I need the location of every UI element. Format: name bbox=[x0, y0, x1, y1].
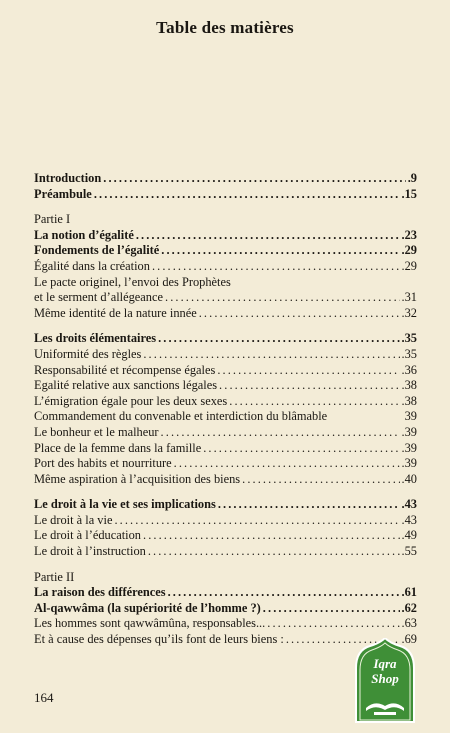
entry-page-number: .38 bbox=[401, 393, 417, 408]
entry-title: Et à cause des dépenses qu’ils font de leurs biens : bbox=[34, 632, 284, 647]
toc-section-entry[interactable] bbox=[34, 513, 417, 529]
entry-title: Le bonheur et le malheur bbox=[34, 424, 159, 439]
entry-page-number: .32 bbox=[401, 305, 417, 320]
dot-leader bbox=[136, 228, 400, 244]
entry-page-number: .62 bbox=[401, 600, 417, 615]
entry-page-number: .43 bbox=[401, 512, 417, 527]
entry-title: Fondements de l’égalité bbox=[34, 243, 160, 258]
toc-section-entry[interactable] bbox=[34, 456, 417, 472]
toc-section-entry[interactable] bbox=[34, 441, 417, 457]
dot-leader bbox=[161, 425, 400, 441]
toc-chapter-entry[interactable] bbox=[34, 331, 417, 347]
dot-leader bbox=[94, 187, 400, 203]
dot-leader bbox=[263, 601, 400, 617]
dot-leader bbox=[168, 585, 400, 601]
dot-leader bbox=[103, 171, 405, 187]
entry-page-number: .63 bbox=[401, 616, 417, 631]
entry-title: Les droits élémentaires bbox=[34, 331, 157, 346]
entry-title: Le droit à l’éducation bbox=[34, 528, 141, 543]
section-gap bbox=[34, 202, 417, 212]
page-title: Table des matières bbox=[156, 18, 294, 37]
dot-leader bbox=[143, 347, 399, 363]
entry-page-number: .39 bbox=[401, 456, 417, 471]
dot-leader bbox=[267, 616, 399, 632]
entry-title: Le droit à la vie bbox=[34, 512, 113, 527]
entry-page-number: 39 bbox=[404, 409, 417, 424]
section-gap bbox=[34, 487, 417, 497]
entry-page-number: .38 bbox=[401, 378, 417, 393]
dot-leader bbox=[203, 441, 399, 457]
toc-chapter-entry[interactable] bbox=[34, 187, 417, 203]
toc-section-entry[interactable] bbox=[34, 259, 417, 275]
dot-leader bbox=[143, 528, 400, 544]
dot-leader bbox=[114, 513, 399, 529]
entry-title: Même identité de la nature innée bbox=[34, 305, 197, 320]
toc-section-entry[interactable] bbox=[34, 616, 417, 632]
toc-section-entry[interactable] bbox=[34, 425, 417, 441]
entry-title: Préambule bbox=[34, 186, 92, 201]
toc-section-entry[interactable] bbox=[34, 363, 417, 379]
toc-chapter-entry[interactable] bbox=[34, 171, 417, 187]
dot-leader bbox=[148, 544, 400, 560]
entry-title: Le droit à l’instruction bbox=[34, 544, 146, 559]
entry-page-number: .61 bbox=[401, 585, 417, 600]
dot-leader bbox=[152, 259, 400, 275]
dot-leader bbox=[158, 331, 399, 347]
part-heading bbox=[34, 212, 417, 228]
toc-section-entry[interactable] bbox=[34, 472, 417, 488]
entry-page-number: .31 bbox=[401, 290, 417, 305]
entry-title: Le pacte originel, l’envoi des Prophètes bbox=[34, 274, 231, 289]
dot-leader bbox=[229, 394, 399, 410]
dot-leader bbox=[219, 378, 399, 394]
entry-title: Port des habits et nourriture bbox=[34, 456, 172, 471]
toc-section-entry[interactable] bbox=[34, 544, 417, 560]
entry-page-number: .39 bbox=[401, 440, 417, 455]
dot-leader bbox=[165, 290, 400, 306]
entry-title: Introduction bbox=[34, 171, 102, 185]
entry-page-number: .49 bbox=[401, 528, 417, 543]
toc-section-entry[interactable] bbox=[34, 394, 417, 410]
entry-title: Uniformité des règles bbox=[34, 346, 142, 361]
svg-text:Shop: Shop bbox=[371, 671, 399, 686]
entry-title: La raison des différences bbox=[34, 585, 166, 600]
toc-section-entry[interactable] bbox=[34, 275, 417, 291]
entry-page-number: .23 bbox=[401, 227, 417, 242]
section-gap bbox=[34, 321, 417, 331]
table-of-contents bbox=[34, 171, 417, 648]
entry-title: Égalité dans la création bbox=[34, 258, 150, 273]
page-number: 164 bbox=[34, 690, 54, 705]
entry-page-number: .35 bbox=[401, 331, 417, 346]
entry-page-number: .35 bbox=[401, 346, 417, 361]
dot-leader bbox=[242, 472, 399, 488]
dot-leader bbox=[174, 456, 400, 472]
entry-title: La notion d’égalité bbox=[34, 227, 134, 242]
entry-page-number: .69 bbox=[401, 632, 417, 647]
entry-title: Les hommes sont qawwâmûna, responsables... bbox=[34, 616, 266, 631]
entry-title: L’émigration égale pour les deux sexes bbox=[34, 393, 228, 408]
entry-page-number: .40 bbox=[401, 471, 417, 486]
part-heading-label: Partie II bbox=[34, 569, 75, 584]
toc-section-entry[interactable] bbox=[34, 409, 417, 425]
dot-leader bbox=[218, 497, 400, 513]
entry-page-number: .36 bbox=[401, 362, 417, 377]
iqra-shop-logo bbox=[350, 638, 420, 723]
toc-section-entry[interactable] bbox=[34, 290, 417, 306]
entry-title: Place de la femme dans la famille bbox=[34, 440, 202, 455]
toc-chapter-entry[interactable] bbox=[34, 585, 417, 601]
part-heading bbox=[34, 570, 417, 586]
entry-page-number: .39 bbox=[401, 424, 417, 439]
toc-chapter-entry[interactable] bbox=[34, 228, 417, 244]
dot-leader bbox=[217, 363, 399, 379]
entry-title: Responsabilité et récompense égales bbox=[34, 362, 216, 377]
toc-chapter-entry[interactable] bbox=[34, 497, 417, 513]
toc-section-entry[interactable] bbox=[34, 378, 417, 394]
entry-title: et le serment d’allégeance bbox=[34, 290, 163, 305]
toc-chapter-entry[interactable] bbox=[34, 601, 417, 617]
entry-page-number: .29 bbox=[401, 258, 417, 273]
entry-title: Al-qawwâma (la supériorité de l’homme ?) bbox=[34, 600, 261, 615]
entry-page-number: .55 bbox=[401, 544, 417, 559]
section-gap bbox=[34, 560, 417, 570]
entry-page-number: .15 bbox=[401, 186, 417, 201]
toc-chapter-entry[interactable] bbox=[34, 243, 417, 259]
toc-section-entry[interactable] bbox=[34, 306, 417, 322]
toc-section-entry[interactable] bbox=[34, 528, 417, 544]
entry-page-number: .9 bbox=[407, 171, 417, 185]
entry-title: Egalité relative aux sanctions légales bbox=[34, 378, 218, 393]
toc-section-entry[interactable] bbox=[34, 347, 417, 363]
entry-title: Même aspiration à l’acquisition des biens bbox=[34, 471, 241, 486]
svg-text:Iqra: Iqra bbox=[373, 656, 397, 671]
entry-title: Commandement du convenable et interdiction du blâmable bbox=[34, 409, 328, 424]
part-heading-label: Partie I bbox=[34, 212, 71, 227]
entry-title: Le droit à la vie et ses implications bbox=[34, 497, 216, 512]
entry-page-number: .29 bbox=[401, 243, 417, 258]
entry-page-number: .43 bbox=[401, 497, 417, 512]
dot-leader bbox=[161, 243, 399, 259]
dot-leader bbox=[199, 306, 400, 322]
